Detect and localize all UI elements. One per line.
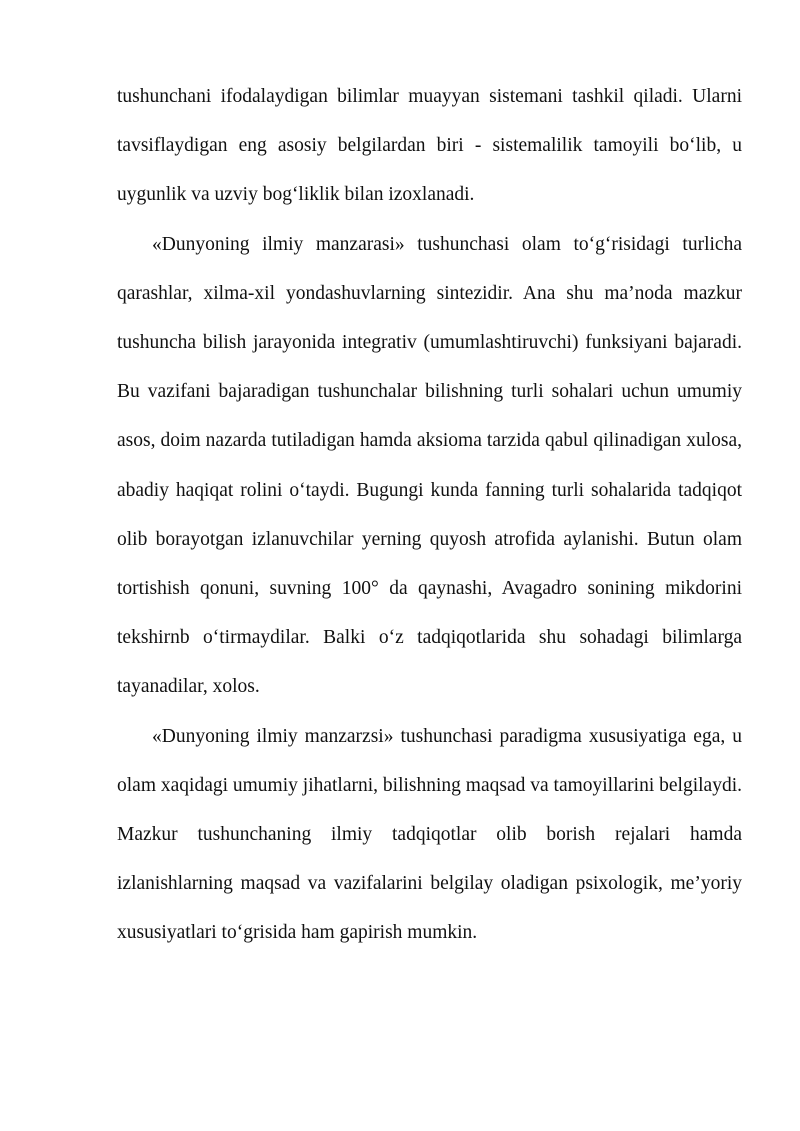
paragraph-1: tushunchani ifodalaydigan bilimlar muayyan sistemani tashkil qiladi. Ularni tavsiflaydigan eng asosiy belgilardan biri - sistemalilik tamoyili bo‘lib, u uygunlik va uzviy bog‘liklik bilan izoxlanadi. [117,86,742,206]
paragraph-2: «Dunyoning ilmiy manzarasi» tushunchasi olam to‘g‘risidagi turlicha qarashlar, xilma-xil yondashuvlarning sintezidir. Ana shu ma’noda mazkur tushuncha bilish jarayonida integrativ (umumlashtiruvchi) funksiyani bajaradi. Bu vazifani bajaradigan tushunchalar bilishning turli sohalari uchun umumiy asos, doim nazarda tutiladigan hamda aksioma tarzida qabul qilinadigan xulosa, abadiy haqiqat rolini o‘taydi. Bugungi kunda fanning turli sohalarida tadqiqot olib borayotgan izlanuvchilar yerning quyosh atrofida aylanishi. Butun olam tortishish qonuni, suvning 100° da qaynashi, Avagadro sonining mikdorini tekshirnb o‘tirmaydilar. Balki o‘z tadqiqotlarida shu sohadagi bilimlarga tayanadilar, xolos. [117,233,742,698]
paragraph-3: «Dunyoning ilmiy manzarzsi» tushunchasi paradigma xususiyatiga ega, u olam xaqidagi umumiy jihatlarni, bilishning maqsad va tamoyillarini belgilaydi. Mazkur tushunchaning ilmiy tadqiqotlar olib borish rejalari hamda izlanishlarning maqsad va vazifalarini belgilay oladigan psixologik, me’yoriy xususiyatlari to‘grisida ham gapirish mumkin. [117,725,742,944]
body-text [117,72,742,958]
